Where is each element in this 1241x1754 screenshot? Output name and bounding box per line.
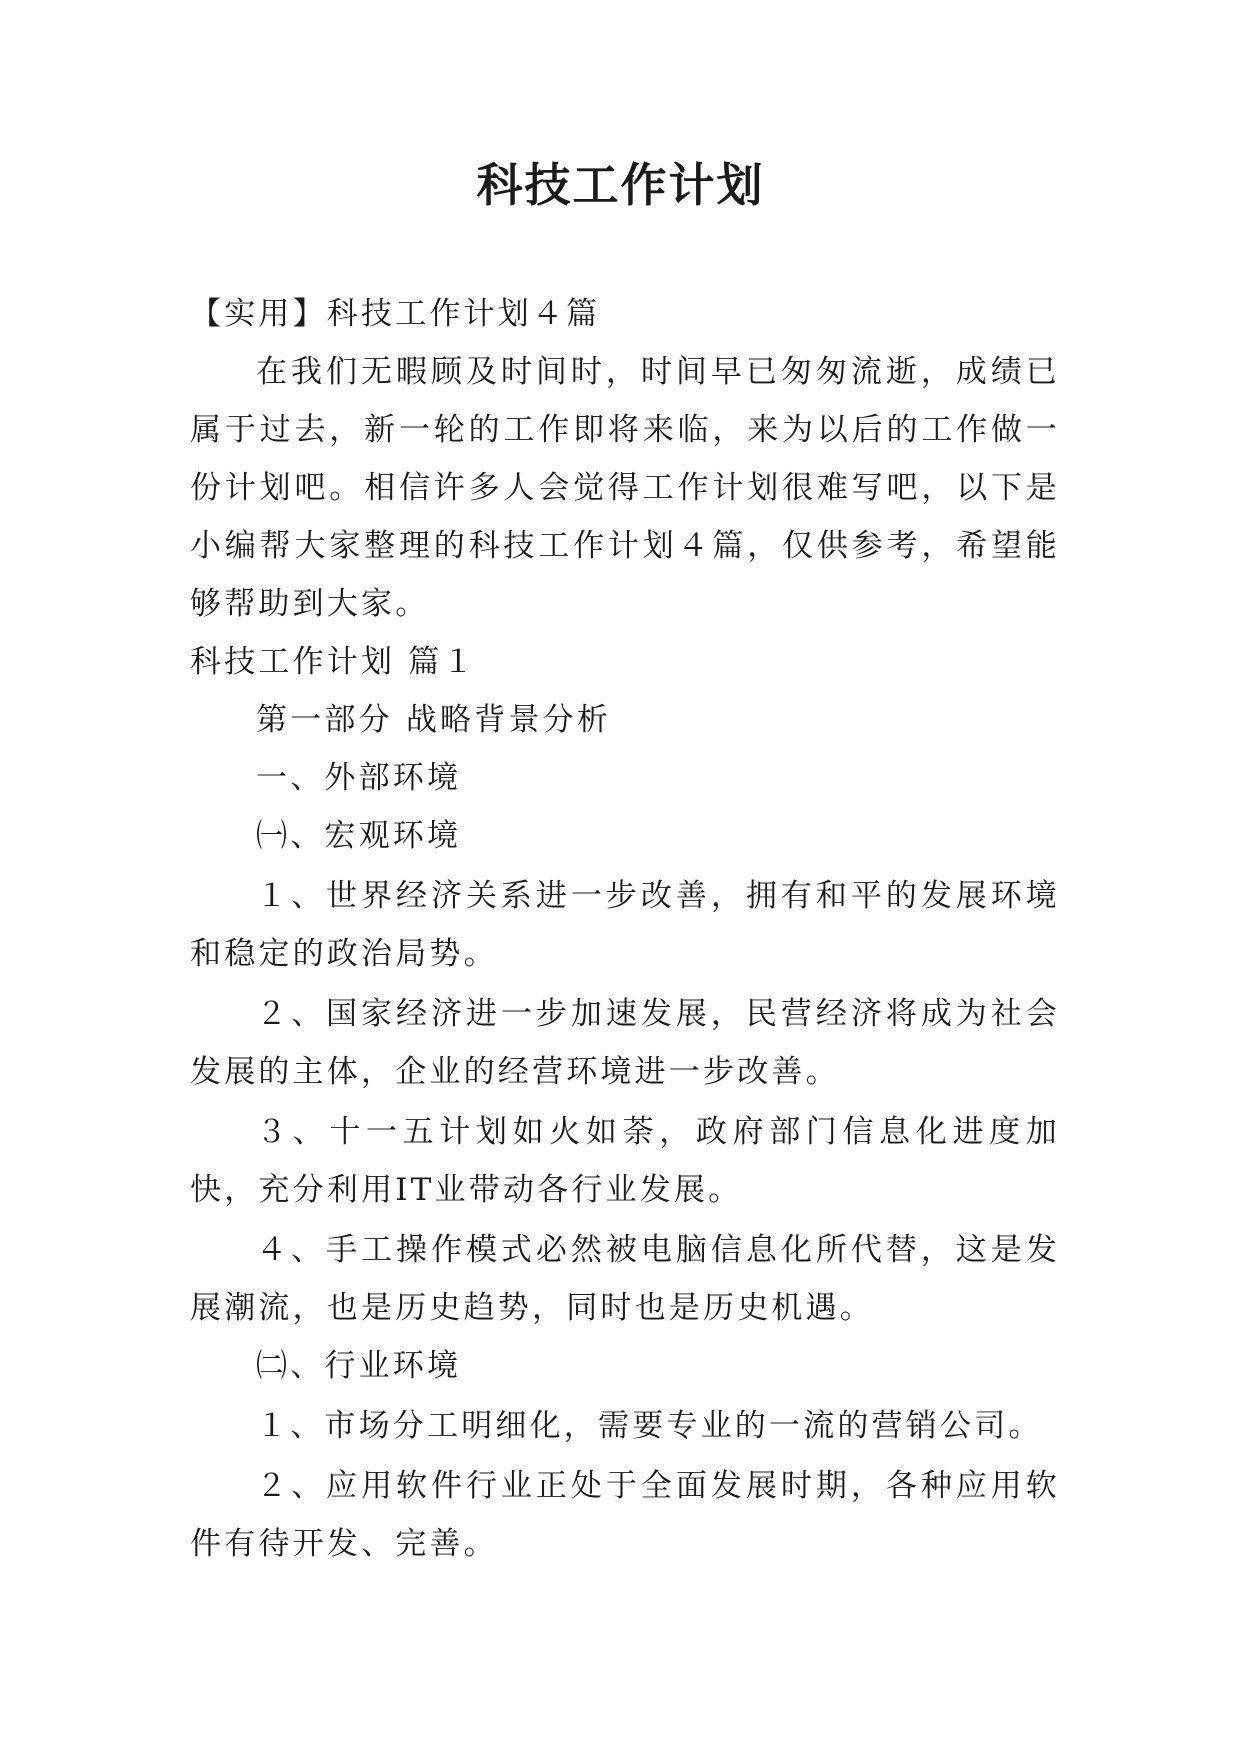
paragraph-section-title: 科技工作计划 篇１ — [190, 644, 477, 680]
document-title: 科技工作计划 — [476, 158, 765, 212]
paragraph-intro: 在我们无暇顾及时间时，时间早已匆匆流逝，成绩已属于过去，新一轮的工作即将来临，来为以后的工作做一份计划吧。相信许多人会觉得工作计划很难写吧，以下是小编帮大家整理的科技工作计划４篇，仅供参考，希望能够帮助到大家。 — [190, 354, 1060, 622]
paragraph-heading: 【实用】科技工作计划４篇 — [190, 296, 601, 332]
paragraph-item: ２、应用软件行业正处于全面发展时期，各种应用软件有待开发、完善。 — [190, 1468, 1060, 1562]
paragraph-item: １、市场分工明细化，需要专业的一流的营销公司。 — [256, 1408, 1043, 1444]
paragraph-item: １、世界经济关系进一步改善，拥有和平的发展环境和稳定的政治局势。 — [190, 878, 1060, 972]
paragraph-item: ２、国家经济进一步加速发展，民营经济将成为社会发展的主体，企业的经营环境进一步改善。 — [190, 996, 1060, 1090]
paragraph-subsection-title: 一、外部环境 — [256, 760, 462, 796]
paragraph-item: ４、手工操作模式必然被电脑信息化所代替，这是发展潮流，也是历史趋势，同时也是历史机遇。 — [190, 1232, 1060, 1326]
document-body — [190, 285, 1060, 1573]
paragraph-subsection-industry: ㈡、行业环境 — [256, 1348, 462, 1384]
paragraph-part-title: 第一部分 战略背景分析 — [256, 702, 612, 738]
paragraph-item: ３、十一五计划如火如荼，政府部门信息化进度加快，充分利用IT业带动各行业发展。 — [190, 1114, 1060, 1208]
paragraph-subsection-macro: ㈠、宏观环境 — [256, 818, 462, 854]
